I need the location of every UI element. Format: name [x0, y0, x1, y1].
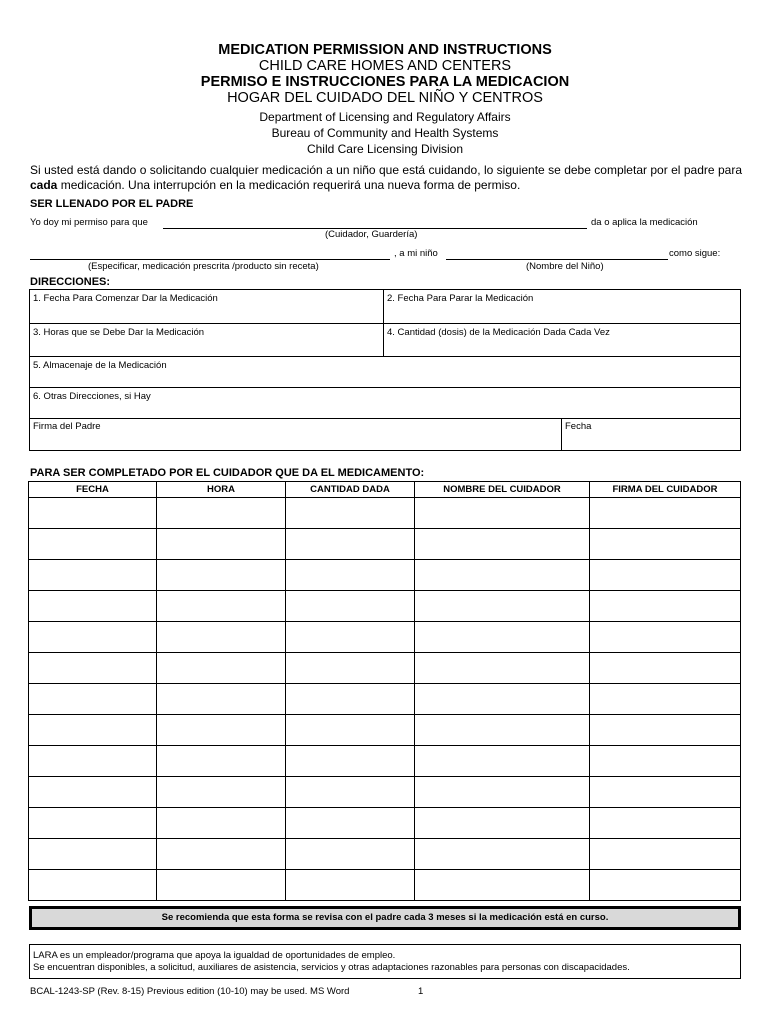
- log-header-date: FECHA: [29, 482, 157, 498]
- log-cell-caregiver-name[interactable]: [415, 591, 590, 622]
- log-cell-date[interactable]: [29, 808, 157, 839]
- storage-label: 5. Almacenaje de la Medicación: [33, 360, 167, 371]
- log-cell-time[interactable]: [157, 839, 286, 870]
- storage-cell[interactable]: [30, 357, 741, 388]
- log-cell-time[interactable]: [157, 870, 286, 901]
- log-cell-caregiver-signature[interactable]: [590, 498, 741, 529]
- log-cell-caregiver-name[interactable]: [415, 529, 590, 560]
- footer-line-1: LARA es un empleador/programa que apoya la igualdad de oportunidades de empleo.: [33, 950, 396, 961]
- child-label: , a mi niño: [394, 248, 438, 259]
- stop-date-cell[interactable]: [384, 290, 741, 324]
- department-name: Department of Licensing and Regulatory Affairs: [259, 110, 511, 124]
- log-cell-caregiver-signature[interactable]: [590, 870, 741, 901]
- form-id: BCAL-1243-SP (Rev. 8-15) Previous edition (10-10) may be used. MS Word: [30, 986, 350, 997]
- log-cell-date[interactable]: [29, 529, 157, 560]
- log-cell-amount[interactable]: [286, 777, 415, 808]
- table-row: [29, 498, 741, 529]
- start-date-label: 1. Fecha Para Comenzar Dar la Medicación: [33, 293, 218, 304]
- table-row: [29, 622, 741, 653]
- parent-section-heading: SER LLENADO POR EL PADRE: [30, 198, 194, 210]
- log-cell-amount[interactable]: [286, 808, 415, 839]
- log-header-caregiver-signature: FIRMA DEL CUIDADOR: [590, 482, 741, 498]
- log-cell-caregiver-name[interactable]: [415, 777, 590, 808]
- log-cell-date[interactable]: [29, 777, 157, 808]
- table-row: [29, 715, 741, 746]
- intro-paragraph: [30, 163, 742, 193]
- table-row: [29, 529, 741, 560]
- log-cell-amount[interactable]: [286, 839, 415, 870]
- review-note: [29, 906, 741, 930]
- log-cell-time[interactable]: [157, 622, 286, 653]
- stop-date-label: 2. Fecha Para Parar la Medicación: [387, 293, 534, 304]
- log-cell-caregiver-name[interactable]: [415, 684, 590, 715]
- log-cell-time[interactable]: [157, 808, 286, 839]
- log-cell-amount[interactable]: [286, 653, 415, 684]
- child-name-field[interactable]: [446, 259, 668, 260]
- dose-label: 4. Cantidad (dosis) de la Medicación Dada Cada Vez: [387, 327, 610, 338]
- log-cell-caregiver-name[interactable]: [415, 653, 590, 684]
- log-cell-caregiver-name[interactable]: [415, 715, 590, 746]
- log-cell-date[interactable]: [29, 591, 157, 622]
- log-cell-amount[interactable]: [286, 684, 415, 715]
- log-cell-date[interactable]: [29, 715, 157, 746]
- log-cell-caregiver-signature[interactable]: [590, 560, 741, 591]
- intro-text-bold: cada: [30, 178, 58, 192]
- as-follows-label: como sigue:: [669, 248, 721, 259]
- log-header-time: HORA: [157, 482, 286, 498]
- table-row: [29, 746, 741, 777]
- log-cell-amount[interactable]: [286, 529, 415, 560]
- caregiver-section-heading: PARA SER COMPLETADO POR EL CUIDADOR QUE DA EL MEDICAMENTO:: [30, 467, 425, 479]
- log-header-amount: CANTIDAD DADA: [286, 482, 415, 498]
- log-cell-caregiver-signature[interactable]: [590, 684, 741, 715]
- log-cell-caregiver-name[interactable]: [415, 622, 590, 653]
- permission-label: Yo doy mi permiso para que: [30, 217, 148, 228]
- signature-date-cell[interactable]: [562, 418, 741, 450]
- log-cell-caregiver-signature[interactable]: [590, 839, 741, 870]
- log-cell-time[interactable]: [157, 653, 286, 684]
- log-cell-time[interactable]: [157, 715, 286, 746]
- times-cell[interactable]: [30, 324, 384, 357]
- table-row: [29, 777, 741, 808]
- child-caption: (Nombre del Niño): [526, 261, 604, 272]
- table-row: [29, 870, 741, 901]
- table-row: [29, 653, 741, 684]
- page-number: 1: [418, 986, 424, 997]
- form-title-es: PERMISO E INSTRUCCIONES PARA LA MEDICACION: [200, 74, 570, 90]
- log-cell-time[interactable]: [157, 777, 286, 808]
- log-cell-caregiver-signature[interactable]: [590, 529, 741, 560]
- intro-text-after: medicación. Una interrupción en la medicación requerirá una nueva forma de permiso.: [57, 178, 521, 192]
- log-body: [29, 498, 741, 901]
- log-cell-amount[interactable]: [286, 498, 415, 529]
- log-cell-caregiver-name[interactable]: [415, 746, 590, 777]
- log-cell-time[interactable]: [157, 498, 286, 529]
- table-row: [29, 684, 741, 715]
- log-cell-amount[interactable]: [286, 560, 415, 591]
- table-row: [29, 808, 741, 839]
- log-cell-time[interactable]: [157, 591, 286, 622]
- log-cell-amount[interactable]: [286, 591, 415, 622]
- other-directions-label: 6. Otras Direcciones, si Hay: [33, 391, 151, 402]
- log-cell-time[interactable]: [157, 746, 286, 777]
- log-cell-caregiver-signature[interactable]: [590, 777, 741, 808]
- footer-line-2: Se encuentran disponibles, a solicitud, auxiliares de asistencia, servicios y otras adaptaciones razonables para personas con discapacidades.: [33, 962, 630, 973]
- log-cell-caregiver-signature[interactable]: [590, 715, 741, 746]
- medication-caption: (Especificar, medicación prescrita /producto sin receta): [88, 261, 319, 272]
- medication-log-table: [28, 481, 741, 901]
- log-cell-caregiver-signature[interactable]: [590, 591, 741, 622]
- log-cell-date[interactable]: [29, 653, 157, 684]
- log-cell-date[interactable]: [29, 870, 157, 901]
- parent-signature-label: Firma del Padre: [33, 421, 101, 432]
- bureau-name: Bureau of Community and Health Systems: [271, 126, 499, 140]
- times-label: 3. Horas que se Debe Dar la Medicación: [33, 327, 205, 338]
- log-cell-caregiver-signature[interactable]: [590, 622, 741, 653]
- log-cell-caregiver-signature[interactable]: [590, 653, 741, 684]
- log-cell-caregiver-name[interactable]: [415, 808, 590, 839]
- gives-medication-label: da o aplica la medicación: [591, 217, 698, 228]
- log-cell-caregiver-signature[interactable]: [590, 746, 741, 777]
- log-cell-date[interactable]: [29, 622, 157, 653]
- log-cell-time[interactable]: [157, 684, 286, 715]
- log-cell-time[interactable]: [157, 529, 286, 560]
- form-subtitle-en: CHILD CARE HOMES AND CENTERS: [258, 58, 512, 74]
- log-cell-amount[interactable]: [286, 622, 415, 653]
- directions-table: [29, 289, 741, 419]
- start-date-cell[interactable]: [30, 290, 384, 324]
- signature-date-label: Fecha: [565, 421, 592, 432]
- log-cell-caregiver-signature[interactable]: [590, 808, 741, 839]
- dose-cell[interactable]: [384, 324, 741, 357]
- log-cell-date[interactable]: [29, 746, 157, 777]
- table-row: [29, 591, 741, 622]
- division-name: Child Care Licensing Division: [306, 142, 464, 156]
- log-cell-date[interactable]: [29, 560, 157, 591]
- log-cell-date[interactable]: [29, 839, 157, 870]
- form-title-en: MEDICATION PERMISSION AND INSTRUCTIONS: [218, 42, 552, 58]
- caregiver-caption: (Cuidador, Guardería): [325, 229, 418, 240]
- table-row: [29, 839, 741, 870]
- log-cell-caregiver-name[interactable]: [415, 560, 590, 591]
- other-directions-cell[interactable]: [30, 388, 741, 419]
- log-cell-caregiver-name[interactable]: [415, 870, 590, 901]
- parent-signature-cell[interactable]: [30, 418, 562, 450]
- log-cell-amount[interactable]: [286, 746, 415, 777]
- log-cell-time[interactable]: [157, 560, 286, 591]
- form-subtitle-es: HOGAR DEL CUIDADO DEL NIÑO Y CENTROS: [227, 90, 543, 106]
- intro-text-before: Si usted está dando o solicitando cualquier medicación a un niño que está cuidando, lo siguiente se debe completar por el padre para: [30, 163, 742, 177]
- footer-notice: [29, 944, 741, 979]
- table-row: [29, 560, 741, 591]
- medication-field[interactable]: [30, 259, 390, 260]
- log-cell-amount[interactable]: [286, 715, 415, 746]
- log-cell-date[interactable]: [29, 684, 157, 715]
- log-header-caregiver-name: NOMBRE DEL CUIDADOR: [415, 482, 590, 498]
- log-cell-caregiver-name[interactable]: [415, 839, 590, 870]
- review-note-text: Se recomienda que esta forma se revisa con el padre cada 3 meses si la medicación está en curso.: [161, 912, 609, 923]
- log-cell-caregiver-name[interactable]: [415, 498, 590, 529]
- signature-table: [29, 418, 741, 451]
- log-cell-date[interactable]: [29, 498, 157, 529]
- log-cell-amount[interactable]: [286, 870, 415, 901]
- directions-heading: DIRECCIONES:: [30, 276, 111, 288]
